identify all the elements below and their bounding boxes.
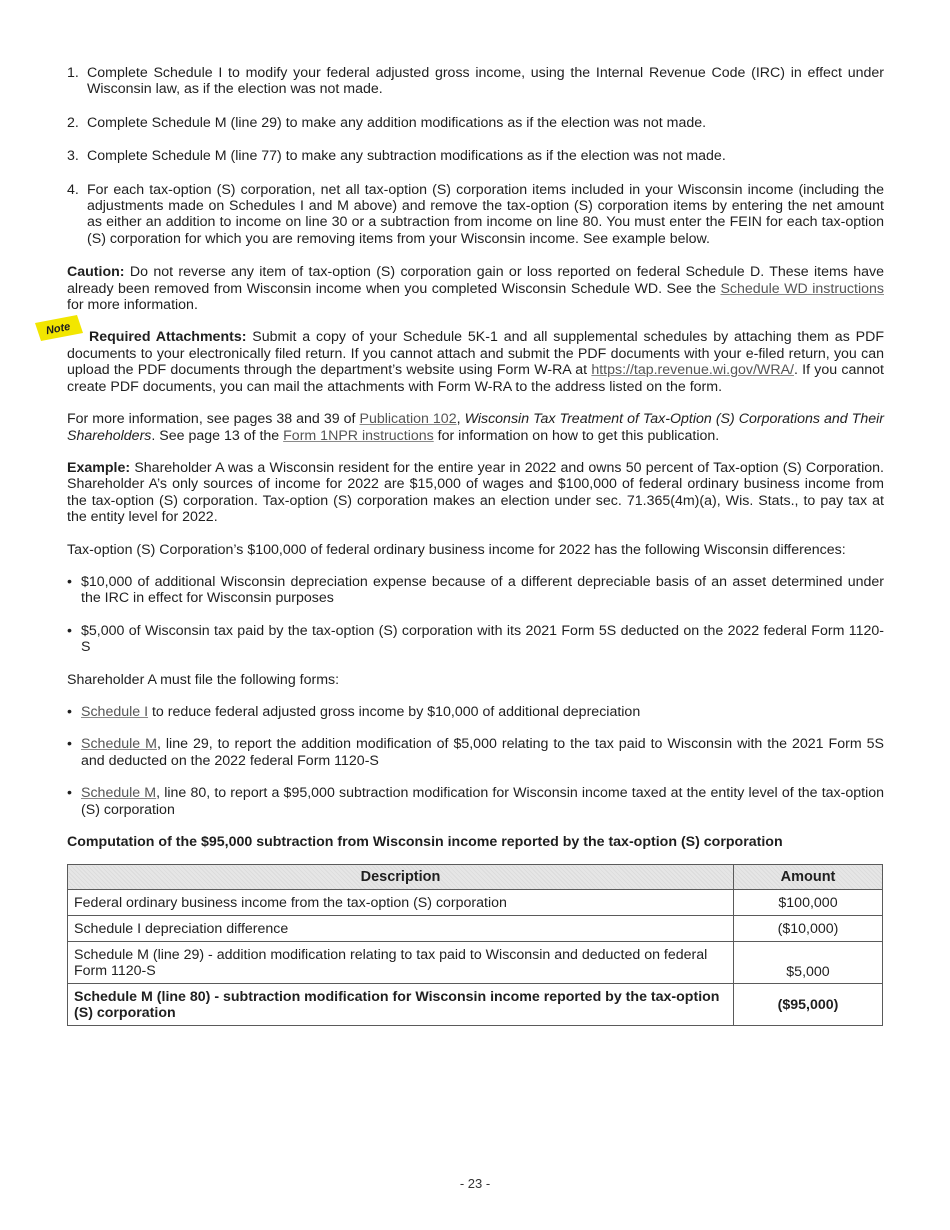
schedule-i-link[interactable]: Schedule I bbox=[81, 703, 149, 720]
example-paragraph bbox=[67, 460, 884, 526]
row-amount: $5,000 bbox=[734, 942, 883, 984]
step-number: 3. bbox=[67, 148, 79, 165]
table-row bbox=[68, 916, 883, 942]
row-amount: ($10,000) bbox=[734, 916, 883, 942]
row-amount: ($95,000) bbox=[734, 984, 883, 1026]
list-item bbox=[67, 736, 884, 769]
step-text: Complete Schedule M (line 77) to make any subtraction modifications as if the election was not made. bbox=[87, 148, 726, 165]
note-text: Submit a copy of your Schedule 5K-1 and all supplemental schedules by attaching them as PDF documents to your electronically filed return. If you cannot attach and submit the PDF documents with your e-filed return, you can upload the PDF documents through the department’s website using Form W-RA at bbox=[67, 329, 884, 379]
table-row bbox=[68, 984, 883, 1026]
example-label: Example: bbox=[67, 459, 131, 476]
list-item bbox=[67, 785, 884, 818]
description-header: Description bbox=[68, 865, 734, 890]
caution-label: Caution: bbox=[67, 264, 125, 281]
form-1npr-instructions-link[interactable]: Form 1NPR instructions bbox=[283, 427, 434, 444]
wra-link[interactable]: https://tap.revenue.wi.gov/WRA/ bbox=[591, 362, 794, 379]
differences-intro: Tax-option (S) Corporation’s $100,000 of federal ordinary business income for 2022 has the following Wisconsin differences: bbox=[67, 541, 846, 558]
table-row bbox=[68, 942, 883, 984]
table-header-row bbox=[68, 865, 883, 890]
more-info-text: . See page 13 of the bbox=[151, 427, 284, 444]
form-item-text bbox=[81, 736, 884, 769]
schedule-m-link[interactable]: Schedule M bbox=[81, 785, 157, 802]
bullet-icon: • bbox=[67, 736, 72, 753]
numbered-step bbox=[67, 65, 884, 98]
bullet-icon: • bbox=[67, 785, 72, 802]
row-description: Schedule M (line 80) - subtraction modification for Wisconsin income reported by the tax-option (S) corporation bbox=[68, 984, 734, 1026]
caution-paragraph bbox=[67, 264, 884, 313]
table-row bbox=[68, 890, 883, 916]
note-after: . If you cannot create PDF documents, you can mail the attachments with Form W-RA to the address listed on the form. bbox=[67, 362, 884, 395]
required-attachments-label: Required Attachments: bbox=[89, 329, 247, 346]
publication-title: Wisconsin Tax Treatment of Tax-Option (S) Corporations and Their Shareholders bbox=[67, 411, 885, 444]
difference-text: $5,000 of Wisconsin tax paid by the tax-option (S) corporation with its 2021 Form 5S deducted on the 2022 federal Form 1120-S bbox=[81, 622, 884, 656]
list-item bbox=[67, 704, 884, 720]
step-number: 1. bbox=[67, 65, 79, 81]
form-item-desc: to reduce federal adjusted gross income by $10,000 of additional depreciation bbox=[148, 703, 641, 720]
step-text: Complete Schedule M (line 29) to make any addition modifications as if the election was not made. bbox=[87, 114, 707, 131]
list-item bbox=[67, 574, 884, 607]
numbered-step bbox=[67, 115, 884, 131]
computation-title: Computation of the $95,000 subtraction from Wisconsin income reported by the tax-option (S) corporation bbox=[67, 834, 783, 850]
step-number: 2. bbox=[67, 114, 79, 131]
list-item bbox=[67, 623, 884, 656]
row-description: Schedule I depreciation difference bbox=[68, 916, 734, 942]
bullet-icon: • bbox=[67, 573, 72, 590]
step-text: Complete Schedule I to modify your federal adjusted gross income, using the Internal Revenue Code (IRC) in effect under Wisconsin law, as if the election was not made. bbox=[87, 65, 884, 98]
numbered-step bbox=[67, 148, 884, 164]
forms-intro: Shareholder A must file the following forms: bbox=[67, 671, 340, 688]
row-description: Schedule M (line 29) - addition modification relating to tax paid to Wisconsin and deducted on federal Form 1120-S bbox=[68, 942, 734, 984]
caution-after: for more information. bbox=[67, 297, 198, 314]
step-number: 4. bbox=[67, 181, 79, 198]
row-amount: $100,000 bbox=[734, 890, 883, 916]
step-text: For each tax-option (S) corporation, net all tax-option (S) corporation items included in your Wisconsin income (including the adjustments made on Schedules I and M above) and remove the tax-option (S) corporation items by entering the net amount as either an addition to income on line 30 or a subtraction from income on line 80. You must enter the FEIN for each tax-option (S) corporation for which you are removing items from your Wisconsin income. See example below. bbox=[87, 181, 884, 247]
caution-text: Do not reverse any item of tax-option (S) corporation gain or loss reported on federal Schedule D. These items have already been removed from Wisconsin income when you completed Wisconsin Schedule WD. See the bbox=[67, 264, 884, 297]
difference-text: $10,000 of additional Wisconsin depreciation expense because of a different depreciable basis of an asset determined under the IRC in effect for Wisconsin purposes bbox=[81, 573, 884, 607]
note-icon bbox=[33, 315, 85, 341]
form-item-text bbox=[81, 785, 884, 818]
document-body bbox=[45, 65, 885, 1026]
numbered-step bbox=[67, 182, 884, 248]
row-description: Federal ordinary business income from the tax-option (S) corporation bbox=[68, 890, 734, 916]
computation-table bbox=[67, 864, 883, 1026]
bullet-icon: • bbox=[67, 622, 72, 639]
form-item-text bbox=[81, 704, 884, 720]
amount-header: Amount bbox=[734, 865, 883, 890]
schedule-m-link[interactable]: Schedule M bbox=[81, 736, 157, 753]
note-icon-label: Note bbox=[45, 321, 72, 338]
more-info-text: , bbox=[456, 411, 465, 428]
form-item-desc: , line 29, to report the addition modification of $5,000 relating to the tax paid to Wisconsin with the 2021 Form 5S and deducted on the 2022 federal Form 1120-S bbox=[81, 736, 884, 769]
publication-102-link[interactable]: Publication 102 bbox=[359, 411, 457, 428]
more-info-paragraph bbox=[67, 411, 884, 444]
more-info-text: for information on how to get this publication. bbox=[433, 427, 720, 444]
schedule-wd-instructions-link[interactable]: Schedule WD instructions bbox=[720, 280, 884, 297]
example-text: Shareholder A was a Wisconsin resident for the entire year in 2022 and owns 50 percent of Tax-option (S) Corporation. Shareholder A’s only sources of income for 2022 are $15,000 of wages and $100,000 of federal ordinary business income from the tax-option (S) corporation. Tax-option (S) corporation makes an election under sec. 71.365(4m)(a), Wis. Stats., to pay tax at the entity level for 2022. bbox=[67, 459, 884, 526]
more-info-text: For more information, see pages 38 and 39 of bbox=[67, 411, 360, 428]
form-item-desc: , line 80, to report a $95,000 subtraction modification for Wisconsin income taxed at the entity level of the tax-option (S) corporation bbox=[81, 785, 885, 818]
bullet-icon: • bbox=[67, 703, 72, 720]
page-number: - 23 - bbox=[459, 1176, 491, 1191]
note-paragraph bbox=[45, 321, 884, 395]
